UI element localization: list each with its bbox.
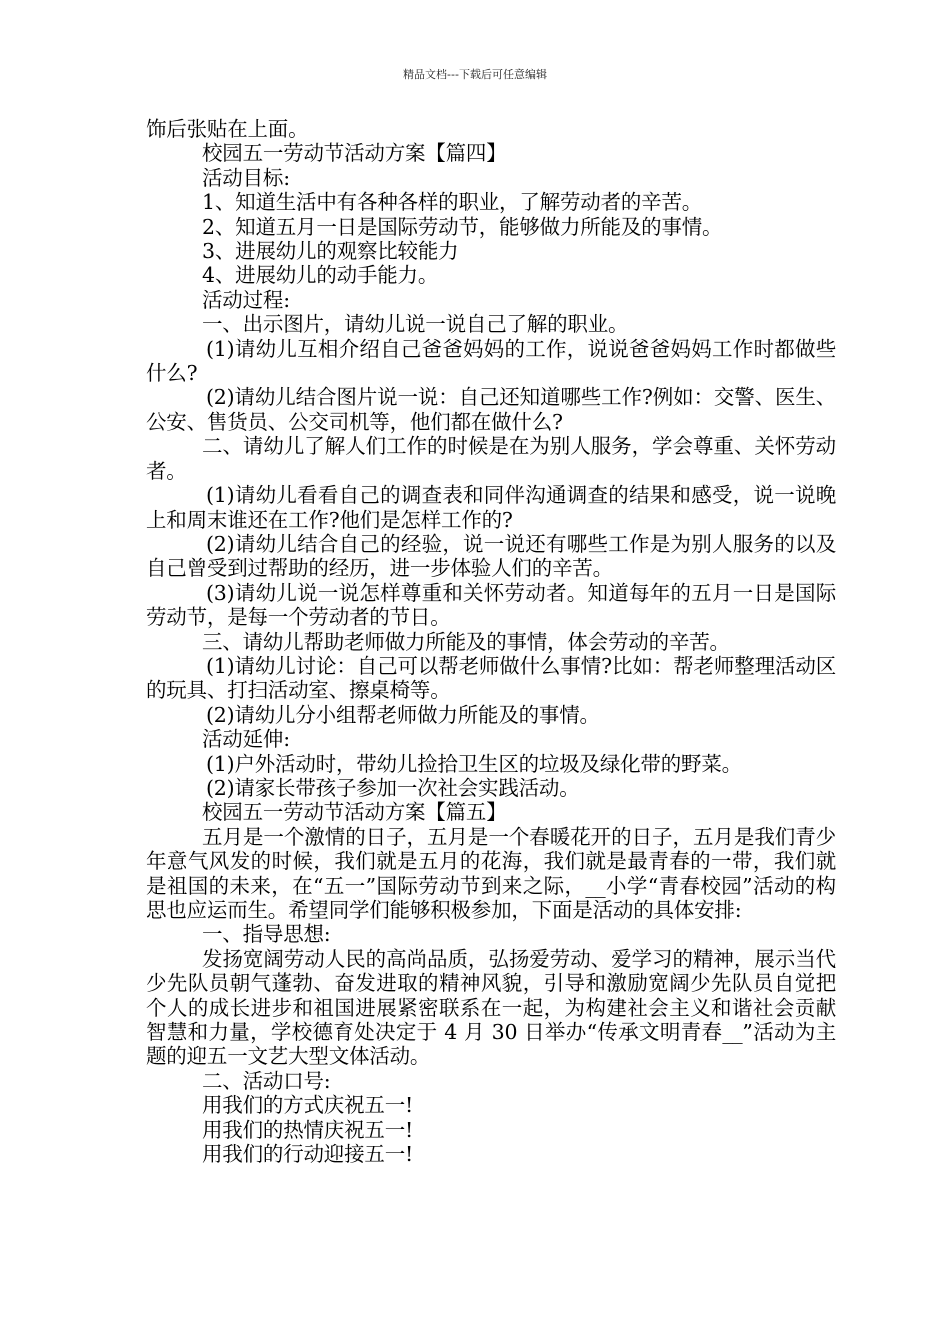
slogan: 用我们的热情庆祝五一!: [202, 1117, 414, 1142]
paragraph: (3)请幼儿说一说怎样尊重和关怀劳动者。知道每年的五月一日是国际劳动节，是每一个劳动者的节日。: [146, 580, 836, 630]
paragraph: (1)请幼儿讨论：自己可以帮老师做什么事情?比如：帮老师整理活动区的玩具、打扫活动室、擦桌椅等。: [146, 653, 836, 703]
paragraph: (2)请幼儿结合图片说一说：自己还知道哪些工作?例如：交警、医生、公安、售货员、公交司机等，他们都在做什么?: [146, 385, 836, 434]
subheading: 活动过程:: [202, 287, 290, 312]
subheading: 活动目标:: [202, 165, 290, 190]
section-title: 校园五一劳动节活动方案【篇四】: [202, 141, 507, 166]
slogan: 用我们的方式庆祝五一!: [202, 1093, 414, 1118]
page-header: 精品文档---下载后可任意编辑: [403, 68, 547, 81]
list-item: (2)请家长带孩子参加一次社会实践活动。: [206, 775, 580, 800]
paragraph: (1)请幼儿看看自己的调查表和同伴沟通调查的结果和感受，说一说晚上和周末谁还在工作?他们是怎样工作的?: [146, 483, 836, 532]
paragraph: (1)请幼儿互相介绍自己爸爸妈妈的工作，说说爸爸妈妈工作时都做些什么?: [146, 336, 836, 386]
text-line: 饰后张贴在上面。: [146, 117, 309, 141]
subheading: 一、指导思想:: [202, 922, 331, 947]
slogan: 用我们的行动迎接五一!: [202, 1142, 414, 1167]
paragraph: (2)请幼儿结合自己的经验，说一说还有哪些工作是为别人服务的以及自己曾受到过帮助的经历，进一步体验人们的辛苦。: [146, 531, 836, 581]
step-heading: 一、出示图片，请幼儿说一说自己了解的职业。: [202, 312, 629, 337]
document-body: [146, 117, 836, 1166]
section-title: 校园五一劳动节活动方案【篇五】: [202, 800, 507, 825]
list-item: (2)请幼儿分小组帮老师做力所能及的事情。: [206, 702, 600, 727]
list-item: 3、进展幼儿的观察比较能力: [202, 239, 459, 264]
list-item: 4、进展幼儿的动手能力。: [202, 263, 439, 288]
step-heading: 三、请幼儿帮助老师做力所能及的事情，体会劳动的辛苦。: [202, 629, 730, 654]
list-item: 1、知道生活中有各种各样的职业，了解劳动者的辛苦。: [202, 190, 703, 215]
list-item: (1)户外活动时，带幼儿捡拾卫生区的垃圾及绿化带的野菜。: [206, 751, 742, 776]
paragraph: 五月是一个激情的日子，五月是一个春暖花开的日子，五月是我们青少年意气风发的时候，我们就是五月的花海，我们就是最青春的一带，我们就是祖国的未来，在“五一”国际劳动节到来之际，__小学“青春校园”活动的构思也应运而生。希望同学们能够积极参加，下面是活动的具体安排:: [146, 824, 836, 922]
step-heading: 二、请幼儿了解人们工作的时候是在为别人服务，学会尊重、关怀劳动者。: [146, 434, 836, 483]
list-item: 2、知道五月一日是国际劳动节，能够做力所能及的事情。: [202, 214, 723, 239]
paragraph: 发扬宽阔劳动人民的高尚品质，弘扬爱劳动、爱学习的精神，展示当代少先队员朝气蓬勃、奋发进取的精神风貌，引导和激励宽阔少先队员自觉把个人的成长进步和祖国进展紧密联系在一起，为构建社会主义和谐社会贡献智慧和力量，学校德育处决定于 4 月 30 日举办“传承文明青春__”活动为主题的迎五一文艺大型文体活动。: [146, 946, 836, 1069]
subheading: 二、活动口号:: [202, 1068, 331, 1093]
subheading: 活动延伸:: [202, 727, 290, 752]
